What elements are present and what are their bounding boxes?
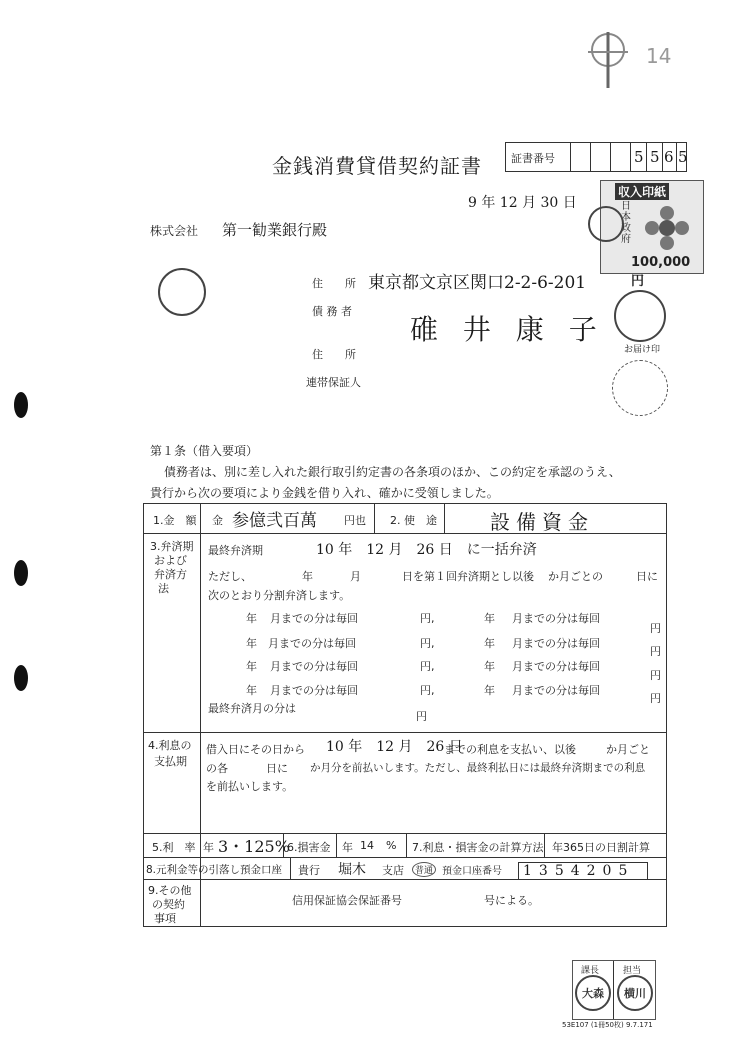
installment-text: 月までの分は毎回 [512,684,600,697]
form-code: 53E107 (1冊50枚) 9.7.171 [562,1021,653,1029]
installment-yen: 円 [650,669,661,682]
certificate-digit: 6 [664,148,674,166]
staff-seal-label: 担当 [623,966,642,976]
repayment-text: 日に [636,570,658,583]
guarantor-seal-circle [612,360,668,416]
installment-text: 月までの分は毎回 [512,660,600,673]
damage-label: 6.損害金 [287,841,331,854]
installment-year: 年 [484,637,495,650]
installment-text: 月までの分は毎回 [270,612,358,625]
certificate-digit: 5 [678,148,688,166]
revenue-stamp-side: 日本政府 [621,201,631,245]
calc-method-value: 年365日の日割計算 [552,841,650,854]
seal-label: お届け印 [624,345,661,355]
installment-yen: 円, [420,637,435,650]
interest-text: までの利息を支払い、以後 [444,743,576,756]
staff-seal: 横川 [617,975,653,1011]
page-number: 14 [646,44,672,68]
repayment-label: 3.弁済期 および 弁済方 法 [150,540,194,595]
revenue-stamp-title: 収入印紙 [615,183,669,200]
cancel-seal [588,206,624,242]
revenue-stamp-amount: 100,000円 [631,255,691,289]
interest-text: の各 [206,762,228,775]
rate-value: 3・125% [218,837,290,856]
certificate-digit: 5 [634,148,644,166]
account-number-label: 預金口座番号 [442,866,502,877]
repayment-text: ただし、 [208,570,252,583]
repayment-text: 次のとおり分割弁済します。 [208,589,351,602]
left-seal [158,268,206,316]
installment-text: 月までの分は毎回 [512,637,600,650]
installment-year: 年 [246,637,257,650]
document-title: 金銭消費貸借契約証書 [272,154,482,178]
debit-branch-value: 堀木 [338,862,366,878]
manager-seal: 大森 [575,975,611,1011]
article-heading: 第１条（借入要項） [150,444,259,458]
installment-year: 年 [484,612,495,625]
other-terms-text: 号による。 [484,894,539,907]
other-terms-label: 9.その他 の契約 事項 [148,884,192,925]
manager-seal-label: 課長 [581,966,600,976]
registered-seal [614,290,666,342]
interest-text: か月ごと [606,743,650,756]
guarantor-address-label: 住 所 [312,348,356,361]
purpose-label: 2. 使 途 [390,514,437,527]
interest-text: を前払いします。 [206,780,294,793]
certificate-digit: 5 [650,148,660,166]
installment-text: 月までの分は毎回 [512,612,600,625]
account-number-value: 1354205 [523,863,635,879]
account-number-box [518,862,648,880]
installment-year: 年 [246,684,257,697]
repayment-text: 日を第１回弁済期とし以後 [402,570,534,583]
calc-method-label: 7.利息・損害金の計算方法 [412,841,544,854]
article-line-2: 貴行から次の要項により金銭を借り入れ、確かに受領しました。 [150,486,499,500]
installment-yen: 円, [420,612,435,625]
interest-date-value: 10 年 12 月 26 日 [326,739,463,755]
debtor-address-label: 住 所 [312,277,356,290]
installment-yen: 円 [650,622,661,635]
last-installment-label: 最終弁済月の分は [208,702,296,715]
account-type-value: 普通 [412,862,436,877]
installment-yen: 円 [650,692,661,705]
repayment-text: 年 [302,570,313,583]
installment-yen: 円 [650,645,661,658]
installment-year: 年 [246,660,257,673]
purpose-value: 設備資金 [490,510,594,534]
installment-year: 年 [484,660,495,673]
addressee-company: 株式会社 [150,224,199,238]
contract-date: 9 年 12 月 30 日 [468,195,577,211]
installment-text: 月までの分は毎回 [270,684,358,697]
final-repayment-value: 10 年 12 月 26 日 に一括弁済 [316,542,537,558]
approval-seal-box [572,960,656,1020]
article-line-1: 債務者は、別に差し入れた銀行取引約定書の各条項のほか、この約定を承認のうえ、 [164,465,621,479]
amount-prefix: 金 [212,514,223,527]
interest-text: 日に [266,762,288,775]
debtor-address-value: 東京都文京区関口2-2-6-201 [368,273,587,293]
installment-text: 月までの分は毎回 [268,637,356,650]
amount-suffix: 円也 [344,514,366,527]
addressee-bank: 第一勧業銀行殿 [222,221,328,239]
rate-prefix: 年 [203,841,214,854]
damage-prefix: 年 [342,841,353,854]
other-terms-text: 信用保証協会保証番号 [292,894,402,907]
debtor-name-label: 債 務 者 [312,305,352,318]
interest-label: 4.利息の 支払期 [148,739,192,768]
certificate-number-label: 証書番号 [511,152,555,165]
installment-yen: 円, [420,684,435,697]
repayment-text: 月 [350,570,361,583]
flower-icon [637,203,697,253]
clip-mark-icon [580,28,630,90]
installment-year: 年 [484,684,495,697]
binding-hole [14,392,28,418]
repayment-text: か月ごとの [548,570,603,583]
damage-value: 14 [360,839,374,852]
installment-year: 年 [246,612,257,625]
guarantor-label: 連帯保証人 [306,376,361,389]
last-installment-yen: 円 [416,710,427,723]
damage-unit: % [386,839,397,852]
amount-value: 参億弐百萬 [232,511,317,531]
installment-text: 月までの分は毎回 [270,660,358,673]
debit-bank: 貴行 [298,864,320,877]
debit-branch-label: 支店 [382,864,404,877]
certificate-number-box [505,142,687,172]
final-repayment-label: 最終弁済期 [208,544,263,557]
binding-hole [14,665,28,691]
installment-yen: 円, [420,660,435,673]
interest-text: 借入日にその日から [206,743,305,756]
binding-hole [14,560,28,586]
debit-account-label: 8.元利金等の引落し預金口座 [146,864,283,876]
interest-text: か月分を前払いします。ただし、最終利払日には最終弁済期までの利息 [310,762,646,774]
amount-label: 1.金 額 [153,514,197,527]
rate-label: 5.利 率 [152,841,196,854]
debtor-name-value: 碓 井 康 子 [410,313,605,346]
